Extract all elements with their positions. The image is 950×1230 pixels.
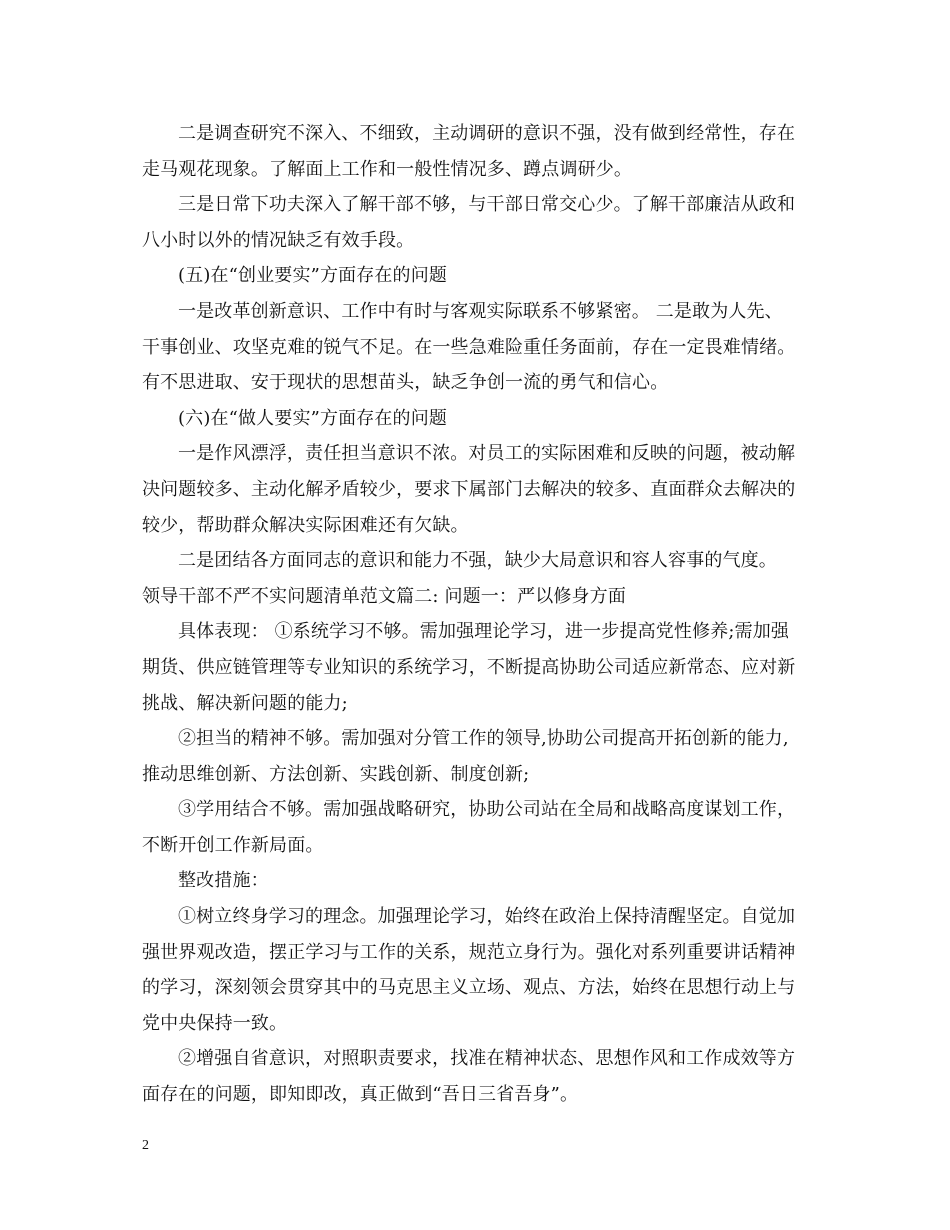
page-number: 2 [142,1138,149,1153]
paragraph-line: ②担当的精神不够。需加强对分管工作的领导,协助公司提高开拓创新的能力, [178,728,789,750]
document-body [142,116,812,1113]
paragraph-line: 具体表现： ①系统学习不够。需加强理论学习，进一步提高党性修养;需加强 [178,621,790,643]
paragraph-line: 二是团结各方面同志的意识和能力不强，缺少大局意识和容人容事的气度。 [178,550,777,572]
paragraph-line: 走马观花现象。了解面上工作和一般性情况多、蹲点调研少。 [142,158,633,180]
paragraph-line: 推动思维创新、方法创新、实践创新、制度创新; [142,763,530,785]
paragraph-line: 的学习，深刻领会贯穿其中的马克思主义立场、观点、方法，始终在思想行动上与 [142,977,796,999]
section-heading: (五)在“创业要实”方面存在的问题 [178,265,447,287]
section-heading: (六)在“做人要实”方面存在的问题 [178,407,447,429]
paragraph-line: 不断开创工作新局面。 [142,834,324,856]
paragraph-line: 八小时以外的情况缺乏有效手段。 [142,229,415,251]
paragraph-line: ①树立终身学习的理念。加强理论学习，始终在政治上保持清醒坚定。自觉加 [178,906,796,928]
section-title-line: 领导干部不严不实问题清单范文篇二: 问题一：严以修身方面 [142,585,626,607]
paragraph-line: 决问题较多、主动化解矛盾较少，要求下属部门去解决的较多、直面群众去解决的 [142,478,796,500]
paragraph-line: 二是调查研究不深入、不细致，主动调研的意识不强，没有做到经常性，存在 [178,123,796,144]
paragraph-line: 面存在的问题，即知即改，真正做到“吾日三省吾身”。 [142,1084,579,1106]
paragraph-line: 三是日常下功夫深入了解干部不够，与干部日常交心少。了解干部廉洁从政和 [178,194,796,216]
paragraph-line: 有不思进取、安于现状的思想苗头，缺乏争创一流的勇气和信心。 [142,372,669,394]
paragraph-line: 一是作风漂浮，责任担当意识不浓。对员工的实际困难和反映的问题，被动解 [178,443,796,465]
paragraph-line: 较少，帮助群众解决实际困难还有欠缺。 [142,514,469,536]
paragraph-line: 期货、供应链管理等专业知识的系统学习，不断提高协助公司适应新常态、应对新 [142,656,796,678]
subheading-line: 整改措施： [178,870,269,892]
paragraph-line: 挑战、解决新问题的能力; [142,692,348,714]
paragraph-line: 一是改革创新意识、工作中有时与客观实际联系不够紧密。 二是敢为人先、 [178,300,783,322]
paragraph-line: 干事创业、攻坚克难的锐气不足。在一些急难险重任务面前，存在一定畏难情绪。 [142,336,796,358]
paragraph-line: 党中央保持一致。 [142,1012,288,1034]
paragraph-line: 强世界观改造，摆正学习与工作的关系，规范立身行为。强化对系列重要讲话精神 [142,941,796,963]
paragraph-line: ②增强自省意识，对照职责要求，找准在精神状态、思想作风和工作成效等方 [178,1048,796,1070]
paragraph-line: ③学用结合不够。需加强战略研究，协助公司站在全局和战略高度谋划工作， [178,799,796,821]
